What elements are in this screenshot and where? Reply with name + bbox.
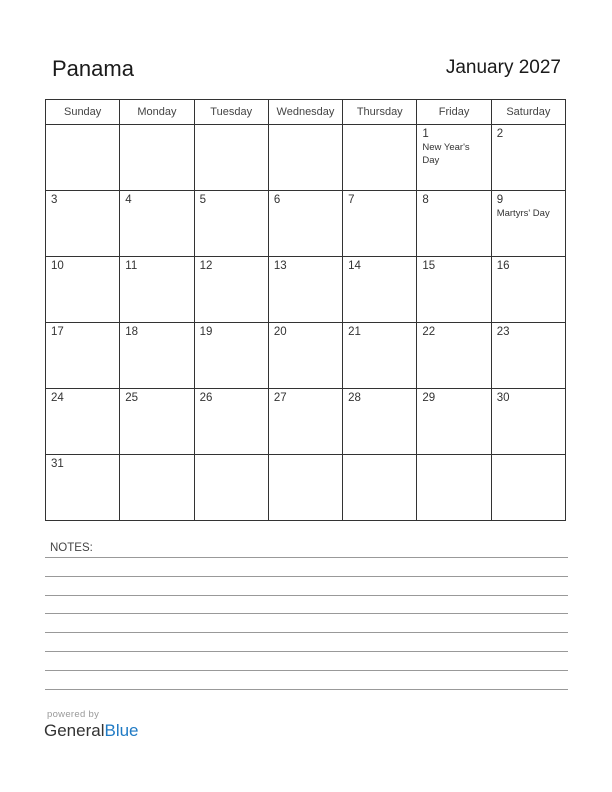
day-number: 23 [496,326,510,338]
day-number: 22 [422,326,436,338]
calendar-day-cell[interactable] [343,191,417,257]
day-cell-content [46,257,119,275]
calendar-day-cell[interactable] [46,125,120,191]
day-cell-content [417,191,490,209]
brand-general: General [44,721,105,740]
day-cell-content [417,323,490,341]
day-cell-content [195,455,268,459]
day-number: 17 [51,326,64,338]
day-cell-content [269,389,342,407]
calendar-day-cell[interactable] [268,257,342,323]
day-number: 31 [51,458,64,470]
notes-line [45,557,568,558]
calendar-day-cell[interactable] [417,455,491,521]
calendar-day-cell[interactable] [46,389,120,455]
calendar-day-cell[interactable] [491,191,565,257]
day-cell-content [269,191,342,209]
day-cell-content [417,389,490,407]
calendar-day-cell[interactable] [194,191,268,257]
weekday-wednesday: Wednesday [268,100,342,125]
day-number: 26 [199,392,213,404]
day-cell-content [417,125,490,169]
calendar-day-cell[interactable] [120,257,194,323]
calendar-day-cell[interactable] [194,455,268,521]
day-number: 14 [348,260,361,272]
weekday-monday: Monday [120,100,194,125]
day-cell-content [343,257,416,275]
month-year-title: January 2027 [445,57,561,78]
holiday-label: Martyrs' Day [496,208,550,219]
calendar-day-cell[interactable] [417,323,491,389]
calendar-week-row [46,323,566,389]
day-number: 12 [199,260,213,272]
day-number: 15 [422,260,436,272]
brand-blue: Blue [104,721,139,740]
day-cell-content [492,323,565,341]
calendar-day-cell[interactable] [491,455,565,521]
day-number: 16 [496,260,510,272]
calendar-day-cell[interactable] [268,323,342,389]
day-number: 13 [273,260,287,272]
day-cell-content [269,323,342,341]
calendar-day-cell[interactable] [194,389,268,455]
day-cell-content [120,323,193,341]
weekday-friday: Friday [417,100,491,125]
calendar-day-cell[interactable] [46,191,120,257]
day-cell-content [46,389,119,407]
notes-line [45,632,568,633]
calendar-week-row [46,257,566,323]
holiday-label: New Year's Day [422,142,470,166]
day-cell-content [120,191,193,209]
day-number: 21 [348,326,361,338]
calendar-day-cell[interactable] [268,455,342,521]
day-cell-content [46,191,119,209]
day-cell-content [492,257,565,275]
calendar-day-cell[interactable] [194,125,268,191]
calendar-day-cell[interactable] [417,125,491,191]
calendar-day-cell[interactable] [343,455,417,521]
calendar-week-row [46,191,566,257]
day-number: 28 [348,392,361,404]
calendar-day-cell[interactable] [343,125,417,191]
day-cell-content [417,257,490,275]
calendar-day-cell[interactable] [268,191,342,257]
weekday-sunday: Sunday [46,100,120,125]
day-cell-content [46,323,119,341]
day-cell-content [120,125,193,129]
calendar-day-cell[interactable] [417,389,491,455]
day-cell-content [120,455,193,459]
day-cell-content [492,389,565,407]
day-cell-content [417,455,490,459]
calendar-day-cell[interactable] [120,191,194,257]
day-number: 30 [496,392,510,404]
day-cell-content [492,455,565,459]
calendar-day-cell[interactable] [491,125,565,191]
day-cell-content [492,125,565,143]
day-cell-content [343,125,416,129]
day-number: 6 [273,194,281,206]
day-number: 29 [422,392,436,404]
day-cell-content [269,455,342,459]
day-number: 2 [496,128,504,140]
calendar-day-cell[interactable] [120,455,194,521]
calendar-day-cell[interactable] [491,323,565,389]
calendar-week-row [46,389,566,455]
day-cell-content [269,257,342,275]
day-number: 11 [125,260,138,272]
day-number: 8 [422,194,429,206]
weekday-tuesday: Tuesday [194,100,268,125]
day-number: 19 [199,326,213,338]
day-number: 7 [348,194,355,206]
day-cell-content [46,125,119,129]
day-cell-content [195,257,268,275]
day-cell-content [492,191,565,223]
calendar-day-cell[interactable] [194,257,268,323]
calendar-day-cell[interactable] [46,257,120,323]
day-cell-content [120,389,193,407]
day-number: 20 [273,326,287,338]
notes-line [45,651,568,652]
day-number: 9 [496,194,504,206]
calendar-day-cell[interactable] [343,257,417,323]
day-cell-content [269,125,342,129]
day-number: 27 [273,392,287,404]
day-cell-content [195,125,268,129]
day-cell-content [120,257,193,275]
notes-label: NOTES: [50,542,93,554]
calendar-week-row [46,125,566,191]
calendar-day-cell[interactable] [120,389,194,455]
day-cell-content [343,389,416,407]
calendar-day-cell[interactable] [491,257,565,323]
calendar-week-row [46,455,566,521]
calendar-day-cell[interactable] [268,125,342,191]
weekday-saturday: Saturday [491,100,565,125]
day-number: 3 [51,194,58,206]
calendar-day-cell[interactable] [343,389,417,455]
notes-line [45,613,568,614]
calendar-day-cell[interactable] [46,455,120,521]
weekday-header-row [46,100,566,125]
calendar-day-cell[interactable] [417,257,491,323]
calendar-day-cell[interactable] [268,389,342,455]
notes-line [45,576,568,577]
day-cell-content [195,323,268,341]
day-number: 18 [125,326,139,338]
day-number: 25 [125,392,139,404]
calendar-grid [45,99,566,521]
notes-line [45,689,568,690]
notes-line [45,595,568,596]
day-cell-content [195,389,268,407]
calendar-day-cell[interactable] [46,323,120,389]
day-number: 10 [51,260,64,272]
day-number: 1 [422,128,429,140]
powered-by-text: powered by [47,709,100,720]
day-cell-content [343,323,416,341]
calendar-day-cell[interactable] [120,125,194,191]
day-cell-content [343,191,416,209]
day-cell-content [46,455,119,473]
calendar-day-cell[interactable] [417,191,491,257]
weekday-thursday: Thursday [343,100,417,125]
calendar-day-cell[interactable] [491,389,565,455]
day-number: 24 [51,392,64,404]
day-cell-content [343,455,416,459]
brand-logo[interactable] [44,721,139,741]
day-number: 4 [125,194,132,206]
calendar-day-cell[interactable] [194,323,268,389]
calendar-day-cell[interactable] [120,323,194,389]
day-cell-content [195,191,268,209]
day-number: 5 [199,194,206,206]
country-title: Panama [52,56,134,81]
calendar-day-cell[interactable] [343,323,417,389]
notes-line [45,670,568,671]
